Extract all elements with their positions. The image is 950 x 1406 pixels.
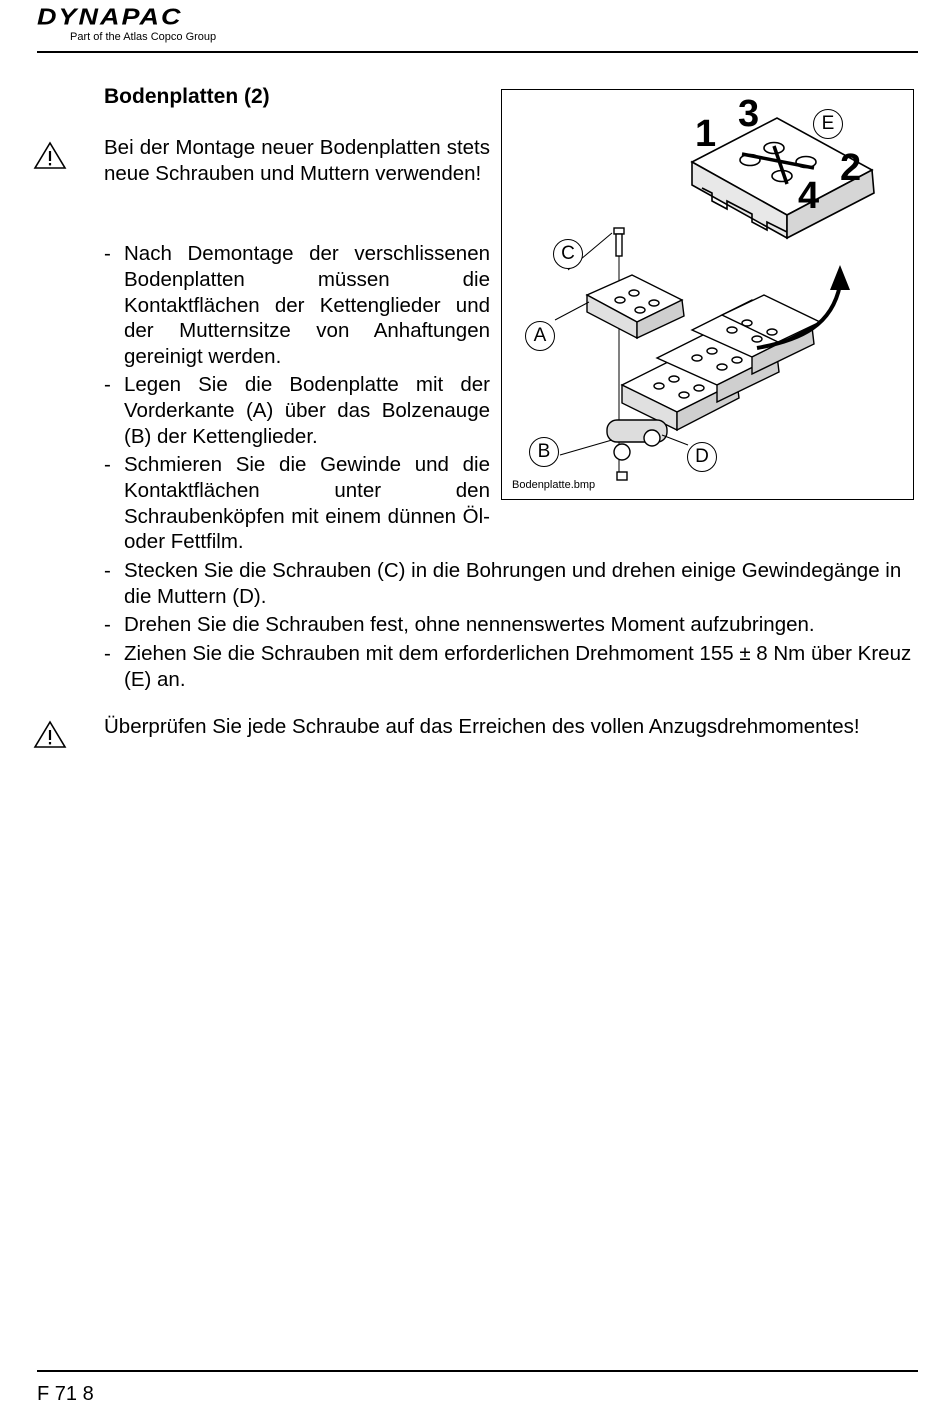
- list-dash: -: [104, 242, 111, 265]
- sequence-number: 2: [840, 147, 862, 189]
- callout-a: A: [525, 321, 555, 351]
- sequence-number: 1: [695, 113, 717, 155]
- warning-text-new-bolts: Bei der Montage neuer Bodenplatten stets neue Schrauben und Muttern verwenden!: [104, 136, 490, 185]
- warning-text-torque-check: Überprüfen Sie jede Schraube auf das Erreichen des vollen Anzugsdrehmomentes!: [104, 715, 860, 738]
- list-dash: -: [104, 453, 111, 476]
- list-dash: -: [104, 373, 111, 396]
- plate-drawing: [587, 275, 684, 338]
- page-number: F 71 8: [37, 1383, 94, 1405]
- callout-d: D: [687, 442, 717, 472]
- list-item-text: Drehen Sie die Schrauben fest, ohne nennenswertes Moment aufzubringen.: [124, 613, 815, 636]
- callout-c: C: [553, 239, 583, 269]
- list-item-text: Nach Demontage der verschlissenen Bodenplatten müssen die Kontaktflächen der Kettenglieder und der Mutternsitze von Anhaftungen gereinigt werden.: [124, 242, 490, 369]
- warning-triangle-icon: [33, 141, 67, 171]
- track-plate-figure: [501, 89, 914, 500]
- list-item-text: Ziehen Sie die Schrauben mit dem erforderlichen Drehmoment 155 ± 8 Nm über Kreuz (E) an.: [124, 642, 912, 691]
- dynapac-logo: DYNAPAC: [37, 4, 183, 30]
- header-rule: [37, 51, 918, 53]
- warning-triangle-icon: [33, 720, 67, 750]
- sequence-number: 4: [798, 175, 820, 217]
- callout-e: E: [813, 109, 843, 139]
- figure-caption: Bodenplatte.bmp: [512, 479, 596, 491]
- logo-subtitle: Part of the Atlas Copco Group: [70, 31, 217, 43]
- list-dash: -: [104, 642, 111, 665]
- section-heading: Bodenplatten (2): [104, 85, 270, 108]
- callout-b: B: [529, 437, 559, 467]
- list-dash: -: [104, 559, 111, 582]
- footer-rule: [37, 1370, 918, 1372]
- list-dash: -: [104, 613, 111, 636]
- list-item-text: Legen Sie die Bodenplatte mit der Vorderkante (A) über das Bolzenauge (B) der Kettenglieder.: [124, 373, 490, 448]
- list-item-text: Schmieren Sie die Gewinde und die Kontaktflächen unter den Schraubenköpfen mit einem dünnen Öl- oder Fettfilm.: [124, 453, 490, 554]
- sequence-number: 3: [738, 93, 760, 135]
- list-item-text: Stecken Sie die Schrauben (C) in die Bohrungen und drehen einige Gewindegänge in die Muttern (D).: [124, 559, 902, 608]
